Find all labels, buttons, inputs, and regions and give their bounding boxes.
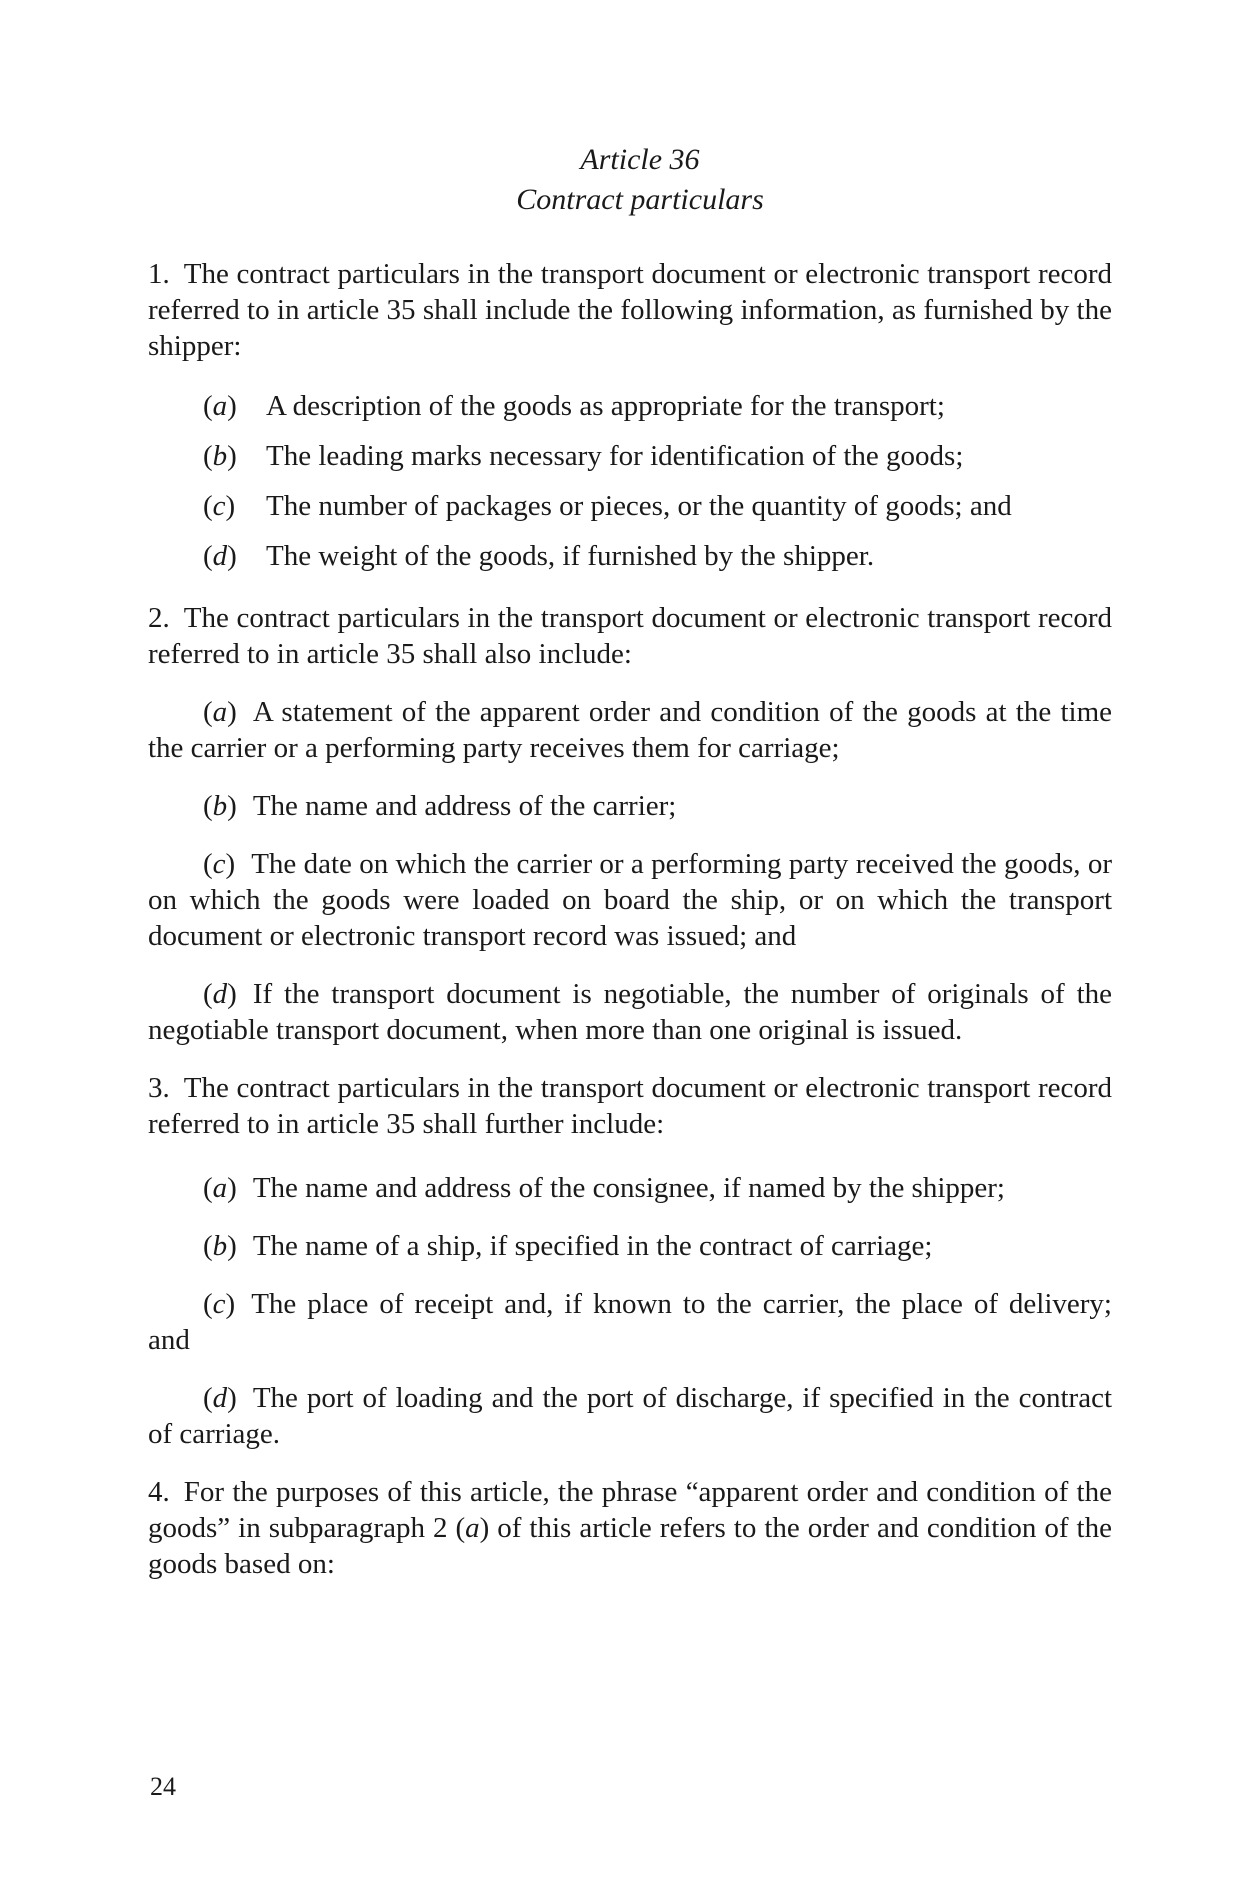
item-label: (a) xyxy=(203,1172,237,1204)
page-number: 24 xyxy=(150,1772,176,1801)
article-heading xyxy=(168,140,1112,220)
subparagraph xyxy=(148,694,1112,766)
paragraph-2 xyxy=(148,600,1112,672)
article-title: Contract particulars xyxy=(516,183,764,216)
list-item xyxy=(148,388,1112,424)
item-label: (c) xyxy=(203,848,236,880)
item-text: The place of receipt and, if known to the carrier, the place of delivery; and xyxy=(148,1288,1112,1356)
subparagraph xyxy=(148,1380,1112,1452)
paragraph-text: The contract particulars in the transport document or electronic transport record referred to in article 35 shall include the following information, as furnished by the shipper: xyxy=(148,258,1112,362)
item-text: The date on which the carrier or a performing party received the goods, or on which the goods were loaded on board the ship, or on which the transport document or electronic transport record was issued; and xyxy=(148,848,1112,952)
item-label: (a) xyxy=(203,696,237,728)
item-text: The leading marks necessary for identification of the goods; xyxy=(266,440,964,472)
paragraph-text: The contract particulars in the transport document or electronic transport record referred to in article 35 shall also include: xyxy=(148,602,1112,670)
paragraph-number: 2. xyxy=(148,602,170,634)
subparagraph xyxy=(148,846,1112,954)
subparagraph xyxy=(148,1228,1112,1264)
paragraph-text-continued: ) of this article refers to the order and condition of the goods based on: xyxy=(148,1512,1112,1580)
item-text: A description of the goods as appropriate for the transport; xyxy=(266,390,945,422)
item-text: The port of loading and the port of discharge, if specified in the contract of carriage. xyxy=(148,1382,1112,1450)
item-text: A statement of the apparent order and condition of the goods at the time the carrier or a performing party receives them for carriage; xyxy=(148,696,1112,764)
subparagraph xyxy=(148,788,1112,824)
paragraph-4 xyxy=(148,1474,1112,1582)
subparagraph-ref: a xyxy=(465,1512,480,1544)
list-item xyxy=(148,438,1112,474)
item-text: The name and address of the consignee, if named by the shipper; xyxy=(252,1172,1005,1204)
item-label: (b) xyxy=(203,440,237,472)
item-label: (c) xyxy=(203,490,236,522)
paragraph-3 xyxy=(148,1070,1112,1142)
item-text: If the transport document is negotiable, the number of originals of the negotiable transport document, when more than one original is issued. xyxy=(148,978,1112,1046)
list-item xyxy=(148,538,1112,574)
paragraph-number: 3. xyxy=(148,1072,170,1104)
subparagraph xyxy=(148,976,1112,1048)
paragraph-number: 4. xyxy=(148,1476,170,1508)
item-label: (d) xyxy=(203,1382,237,1414)
item-label: (d) xyxy=(203,978,237,1010)
item-text: The weight of the goods, if furnished by the shipper. xyxy=(266,540,875,572)
paragraph-text: For the purposes of this article, the phrase “apparent order and condition of the goods” in subparagraph 2 ( xyxy=(148,1476,1112,1544)
article-number: Article 36 xyxy=(580,143,700,176)
item-label: (b) xyxy=(203,790,237,822)
paragraph-text: The contract particulars in the transport document or electronic transport record referred to in article 35 shall further include: xyxy=(148,1072,1112,1140)
paragraph-number: 1. xyxy=(148,258,170,290)
item-label: (c) xyxy=(203,1288,236,1320)
subparagraph xyxy=(148,1286,1112,1358)
item-text: The name and address of the carrier; xyxy=(252,790,677,822)
item-label: (a) xyxy=(203,390,237,422)
paragraph-1 xyxy=(148,256,1112,364)
item-text: The number of packages or pieces, or the quantity of goods; and xyxy=(266,490,1012,522)
subparagraph xyxy=(148,1170,1112,1206)
item-label: (b) xyxy=(203,1230,237,1262)
item-text: The name of a ship, if specified in the contract of carriage; xyxy=(252,1230,933,1262)
document-page xyxy=(148,140,1112,1582)
list-item xyxy=(148,488,1112,524)
item-label: (d) xyxy=(203,540,237,572)
